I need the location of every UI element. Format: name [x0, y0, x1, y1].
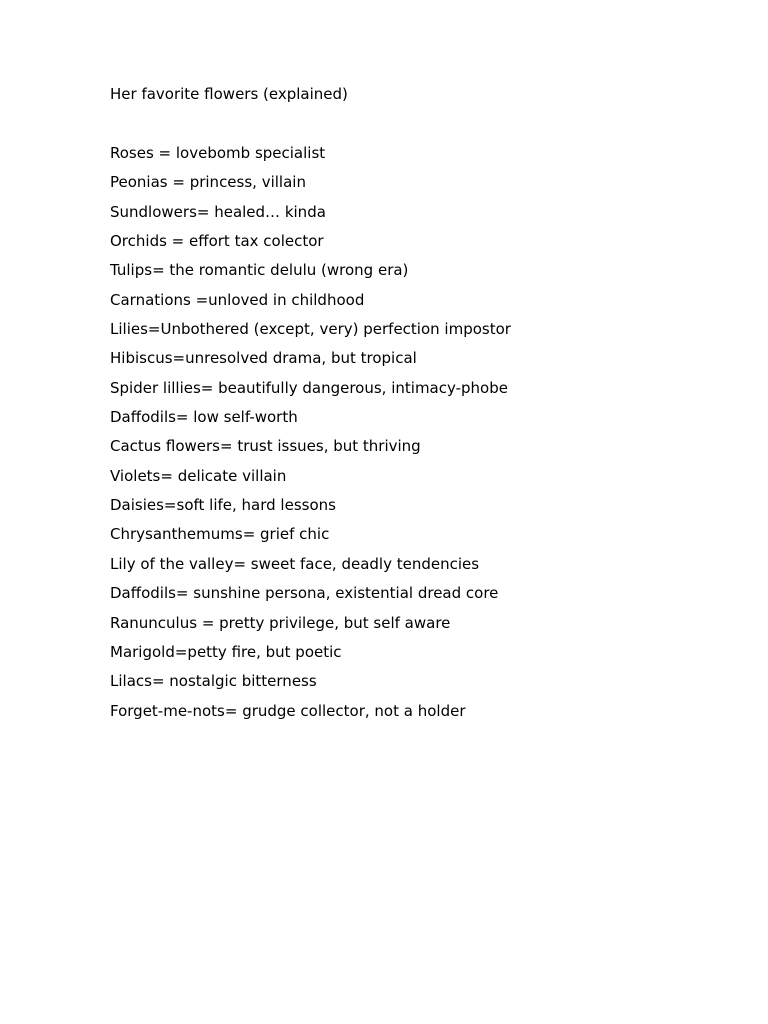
list-item: Marigold=petty fire, but poetic: [110, 642, 342, 661]
list-item: Lily of the valley= sweet face, deadly tendencies: [110, 554, 480, 573]
list-item: Orchids = effort tax colector: [110, 232, 324, 251]
list-item: Daffodils= low self-worth: [110, 408, 298, 427]
list-item: Violets= delicate villain: [110, 466, 287, 485]
list-item: Tulips= the romantic delulu (wrong era): [110, 261, 409, 280]
list-item: Lilacs= nostalgic bitterness: [110, 672, 317, 691]
flower-list: [110, 144, 511, 731]
list-item: Peonias = princess, villain: [110, 173, 306, 192]
list-item: Lilies=Unbothered (except, very) perfection impostor: [110, 320, 511, 339]
list-item: Forget-me-nots= grudge collector, not a holder: [110, 701, 466, 720]
document-title: Her favorite flowers (explained): [110, 85, 348, 103]
list-item: Hibiscus=unresolved drama, but tropical: [110, 349, 417, 368]
list-item: Daffodils= sunshine persona, existential dread core: [110, 584, 499, 603]
list-item: Daisies=soft life, hard lessons: [110, 496, 336, 515]
list-item: Carnations =unloved in childhood: [110, 290, 365, 309]
list-item: Roses = lovebomb specialist: [110, 144, 326, 162]
list-item: Cactus flowers= trust issues, but thriving: [110, 437, 421, 456]
list-item: Chrysanthemums= grief chic: [110, 525, 330, 544]
list-item: Sundlowers= healed… kinda: [110, 202, 326, 221]
list-item: Ranunculus = pretty privilege, but self aware: [110, 613, 451, 632]
list-item: Spider lillies= beautifully dangerous, intimacy-phobe: [110, 378, 508, 397]
